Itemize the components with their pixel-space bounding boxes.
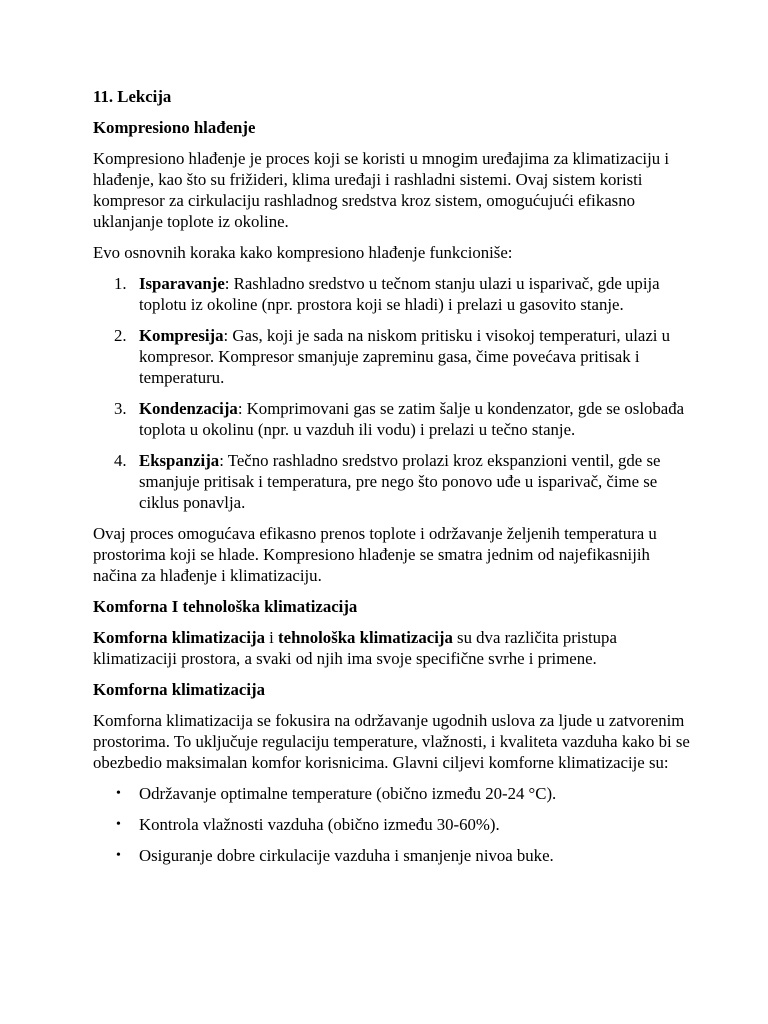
step-text: : Rashladno sredstvo u tečnom stanju ulazi u isparivač, gde upija toplotu iz okoline (npr. prostora koji se hladi) i prelazi u gasovito stanje. xyxy=(139,274,660,314)
steps-intro: Evo osnovnih koraka kako kompresiono hlađenje funkcioniše: xyxy=(93,243,513,262)
goals-list xyxy=(93,783,693,866)
list-item xyxy=(93,814,693,835)
comfort-technological-paragraph xyxy=(93,627,693,669)
list-item xyxy=(93,450,693,513)
step-text: : Tečno rashladno sredstvo prolazi kroz ekspanzioni ventil, gde se smanjuje pritisak i temperatura, pre nego što ponovo uđe u isparivač, čime se ciklus ponavlja. xyxy=(139,451,661,512)
step-term: Isparavanje xyxy=(139,274,225,293)
section-heading-compression-cooling: Kompresiono hlađenje xyxy=(93,118,256,137)
list-number: 3. xyxy=(114,399,127,418)
goal-text: Osiguranje dobre cirkulacije vazduha i smanjenje nivoa buke. xyxy=(139,846,554,865)
bullet-icon: • xyxy=(116,848,121,863)
list-number: 2. xyxy=(114,326,127,345)
connector-text: i xyxy=(264,628,279,647)
compression-cooling-intro: Kompresiono hlađenje je proces koji se koristi u mnogim uređajima za klimatizaciju i hlađenje, kao što su frižideri, klima uređaji i rashladni sistemi. Ovaj sistem koristi kompresor za cirkulaciju rashladnog sredstva kroz sistem, omogućujući efikasno uklanjanje toplote iz okoline. xyxy=(93,149,670,231)
list-item xyxy=(93,325,693,388)
section-heading-comfort-technological: Komforna I tehnološka klimatizacija xyxy=(93,597,358,616)
step-term: Ekspanzija xyxy=(139,451,220,470)
step-text: : Komprimovani gas se zatim šalje u kondenzator, gde se oslobađa toplota u okolinu (npr. u vazduh ili vodu) i prelazi u tečno stanje. xyxy=(139,399,685,439)
comfort-intro: Komforna klimatizacija se fokusira na održavanje ugodnih uslova za ljude u zatvorenim prostorima. To uključuje regulaciju temperature, vlažnosti, i kvaliteta vazduha kako bi se obezbedio maksimalan komfor korisnicima. Glavni ciljevi komforne klimatizacije su: xyxy=(93,711,690,772)
list-number: 1. xyxy=(114,274,127,293)
bullet-icon: • xyxy=(116,817,121,832)
term-technological: tehnološka klimatizacija xyxy=(278,628,453,647)
term-comfort: Komforna klimatizacija xyxy=(93,628,265,647)
comparison-text: su dva različita pristupa klimatizaciji prostora, a svaki od njih ima svoje specifične svrhe i primene. xyxy=(93,628,617,668)
section-heading-comfort: Komforna klimatizacija xyxy=(93,680,265,699)
step-term: Kompresija xyxy=(139,326,224,345)
list-item xyxy=(93,398,693,440)
list-item xyxy=(93,783,693,804)
step-term: Kondenzacija xyxy=(139,399,238,418)
compression-cooling-conclusion: Ovaj proces omogućava efikasno prenos toplote i održavanje željenih temperatura u prostorima koji se hlade. Kompresiono hlađenje se smatra jednim od najefikasnijih načina za hlađenje i klimatizaciju. xyxy=(93,524,657,585)
bullet-icon: • xyxy=(116,786,121,801)
steps-list xyxy=(93,273,693,513)
goal-text: Održavanje optimalne temperature (obično između 20-24 °C). xyxy=(139,784,557,803)
document-page xyxy=(93,86,693,876)
goal-text: Kontrola vlažnosti vazduha (obično između 30-60%). xyxy=(139,815,500,834)
step-text: : Gas, koji je sada na niskom pritisku i visokoj temperaturi, ulazi u kompresor. Kompresor smanjuje zapreminu gasa, čime povećava pritisak i temperaturu. xyxy=(139,326,671,387)
lesson-title: 11. Lekcija xyxy=(93,87,172,106)
list-number: 4. xyxy=(114,451,127,470)
list-item xyxy=(93,273,693,315)
list-item xyxy=(93,845,693,866)
